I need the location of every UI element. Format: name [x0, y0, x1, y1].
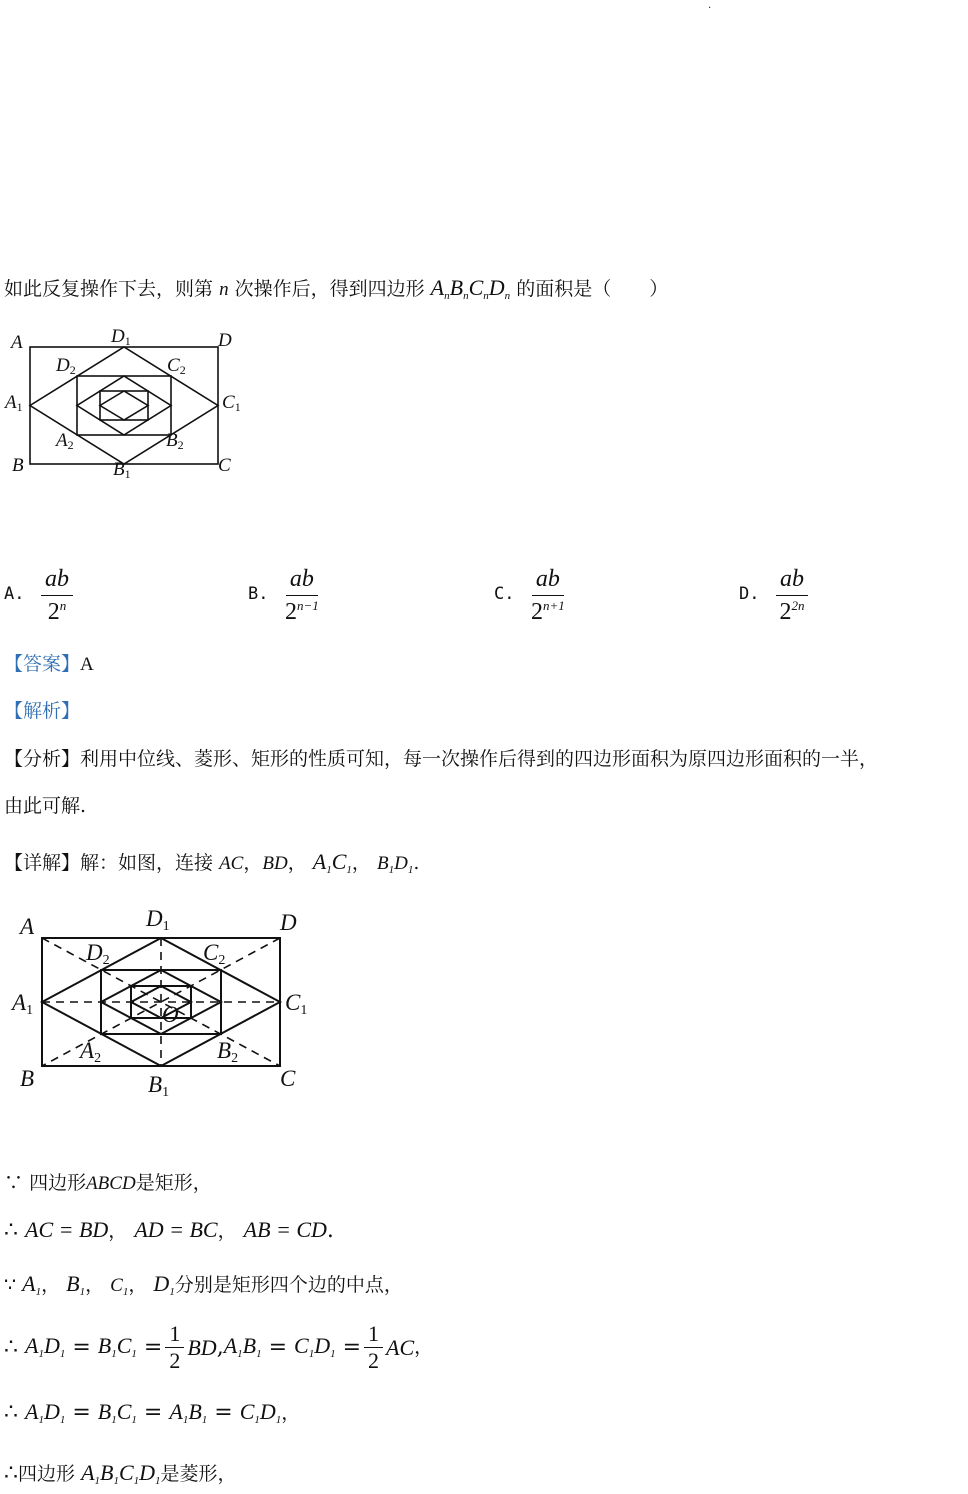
label-C2: C2 — [167, 355, 186, 377]
xiangjie-text: 解：如图，连接 — [80, 852, 214, 874]
proof-line-5: ∴ $A_1D_1 = B_1C_1 = A_1B_1 = C_1D_1$， — [4, 1399, 301, 1426]
label-B2: B2 — [166, 430, 184, 452]
proof-line-1: ∵ 四边形ABCD是矩形， — [4, 1172, 212, 1194]
rhombus-5 — [100, 391, 148, 420]
fig2-label-C: C — [280, 1066, 296, 1091]
fig2-label-C1: C1 — [285, 990, 308, 1018]
label-D2: D2 — [56, 355, 76, 377]
label-D1: D1 — [111, 326, 131, 348]
fenxi-text-1: 利用中位线、菱形、矩形的性质可知，每一次操作后得到的四边形面积为原四边形面积的一半， — [80, 748, 879, 770]
fig2-label-A2: A2 — [80, 1038, 102, 1066]
fig2-label-B2: B2 — [217, 1038, 239, 1066]
page-mark: . — [708, 0, 712, 11]
figure-1 — [0, 318, 260, 488]
question-line — [4, 277, 668, 302]
question-middle: 次操作后，得到四边形 — [234, 278, 425, 300]
fig2-label-A1: A1 — [12, 990, 34, 1018]
label-B: B — [12, 455, 24, 476]
label-B1: B1 — [113, 459, 131, 481]
proof-line-4: ∴ $A_1D_1$ = $B_1C_1$ = $\frac{1}{2}$ BD , $A_1B_1$ = $C_1D_1$ = $\frac{1}{2}$ AC ， — [4, 1321, 434, 1373]
fenxi-line-1 — [4, 750, 878, 769]
rect-a2b2c2d2 — [77, 376, 171, 435]
rect-4 — [100, 391, 148, 420]
answer-line — [4, 655, 94, 674]
label-A1: A1 — [5, 392, 23, 414]
label-C: C — [218, 455, 231, 476]
fenxi-line-2: 由此可解. — [4, 795, 87, 817]
fig2-label-D1: D1 — [146, 906, 170, 934]
question-suffix: 的面积是（ ） — [516, 278, 669, 300]
question-prefix: 如此反复操作下去，则第 — [4, 278, 214, 300]
proof-line-2: ∴ AC = BD， AD = BC， AB = CD. — [4, 1217, 334, 1243]
label-A2: A2 — [56, 430, 74, 452]
rhombus-3 — [77, 376, 171, 435]
label-D: D — [218, 330, 232, 351]
proof-line-3: ∵ $A_1$， $B_1$， $C_1$， $D_1$分别是矩形四个边的中点， — [4, 1271, 403, 1298]
question-n: n — [219, 279, 229, 300]
xiangjie-tag: 【详解】 — [4, 852, 81, 874]
figure-2 — [0, 898, 330, 1108]
fig2-label-B: B — [20, 1066, 35, 1091]
question-shape: $A_nB_nC_nD_n$ — [430, 275, 511, 302]
answer-tag: 【答案】 — [4, 653, 81, 675]
label-C1: C1 — [222, 392, 241, 414]
fig2-label-B1: B1 — [148, 1072, 170, 1100]
xiangjie-line: 【详解】解：如图，连接 AC，BD， $A_1C_1$， $B_1D_1$. — [4, 849, 420, 876]
fig2-label-O: O — [162, 1002, 179, 1027]
analysis-tag: 【解析】 — [4, 700, 81, 722]
label-A: A — [11, 332, 23, 353]
answer-value: A — [80, 654, 94, 675]
fig2-label-A: A — [20, 914, 35, 939]
proof-line-6: ∴四边形 $A_1B_1C_1D_1$是菱形， — [4, 1460, 237, 1487]
fenxi-tag: 【分析】 — [4, 748, 81, 770]
fig2-label-C2: C2 — [203, 940, 226, 968]
fig2-label-D2: D2 — [86, 940, 110, 968]
fig2-label-D: D — [280, 910, 297, 935]
